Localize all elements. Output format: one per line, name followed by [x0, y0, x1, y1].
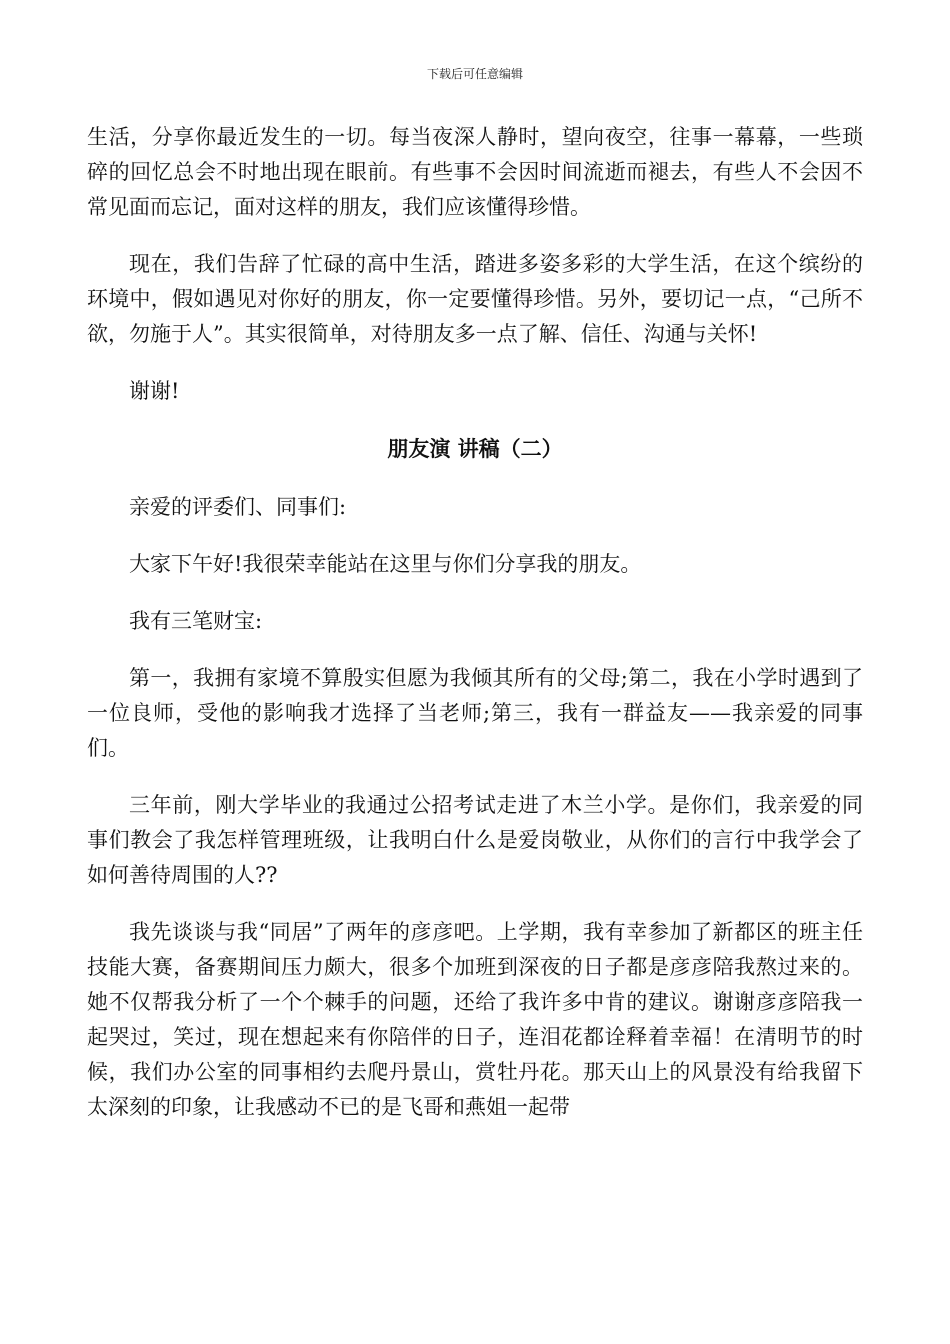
- paragraph: 第一，我拥有家境不算殷实但愿为我倾其所有的父母;第二，我在小学时遇到了一位良师，受他的影响我才选择了当老师;第三，我有一群益友——我亲爱的同事们。: [87, 666, 863, 760]
- paragraph: 三年前，刚大学毕业的我通过公招考试走进了木兰小学。是你们，我亲爱的同事们教会了我怎样管理班级，让我明白什么是爱岗敬业，从你们的言行中我学会了如何善待周围的人??: [87, 793, 863, 887]
- paragraph-greeting: 大家下午好!我很荣幸能站在这里与你们分享我的朋友。: [129, 552, 642, 576]
- page-header: 下载后可任意编辑: [426, 67, 523, 81]
- paragraph: 我有三笔财宝:: [129, 609, 263, 633]
- document-body: [87, 120, 863, 1147]
- paragraph-salutation: 亲爱的评委们、同事们:: [129, 495, 347, 519]
- paragraph: 我先谈谈与我“同居”了两年的彦彦吧。上学期，我有幸参加了新都区的班主任技能大赛，备赛期间压力颇大，很多个加班到深夜的日子都是彦彦陪我熬过来的。她不仅帮我分析了一个个棘手的问题，还给了我许多中肯的建议。谢谢彦彦陪我一起哭过，笑过，现在想起来有你陪伴的日子，连泪花都诠释着幸福！在清明节的时候，我们办公室的同事相约去爬丹景山，赏牡丹花。那天山上的风景没有给我留下太深刻的印象，让我感动不已的是飞哥和燕姐一起带: [87, 920, 863, 1119]
- paragraph-continued: 生活，分享你最近发生的一切。每当夜深人静时，望向夜空，往事一幕幕，一些琐碎的回忆总会不时地出现在眼前。有些事不会因时间流逝而褪去，有些人不会因不常见面而忘记，面对这样的朋友，我们应该懂得珍惜。: [87, 125, 863, 219]
- section-title: 朋友演 讲稿（二）: [387, 436, 563, 461]
- paragraph: 现在，我们告辞了忙碌的高中生活，踏进多姿多彩的大学生活，在这个缤纷的环境中，假如遇见对你好的朋友，你一定要懂得珍惜。另外，要切记一点，“己所不欲，勿施于人”。其实很简单，对待朋友多一点了解、信任、沟通与关怀!: [87, 252, 863, 346]
- paragraph-thanks: 谢谢!: [129, 379, 180, 403]
